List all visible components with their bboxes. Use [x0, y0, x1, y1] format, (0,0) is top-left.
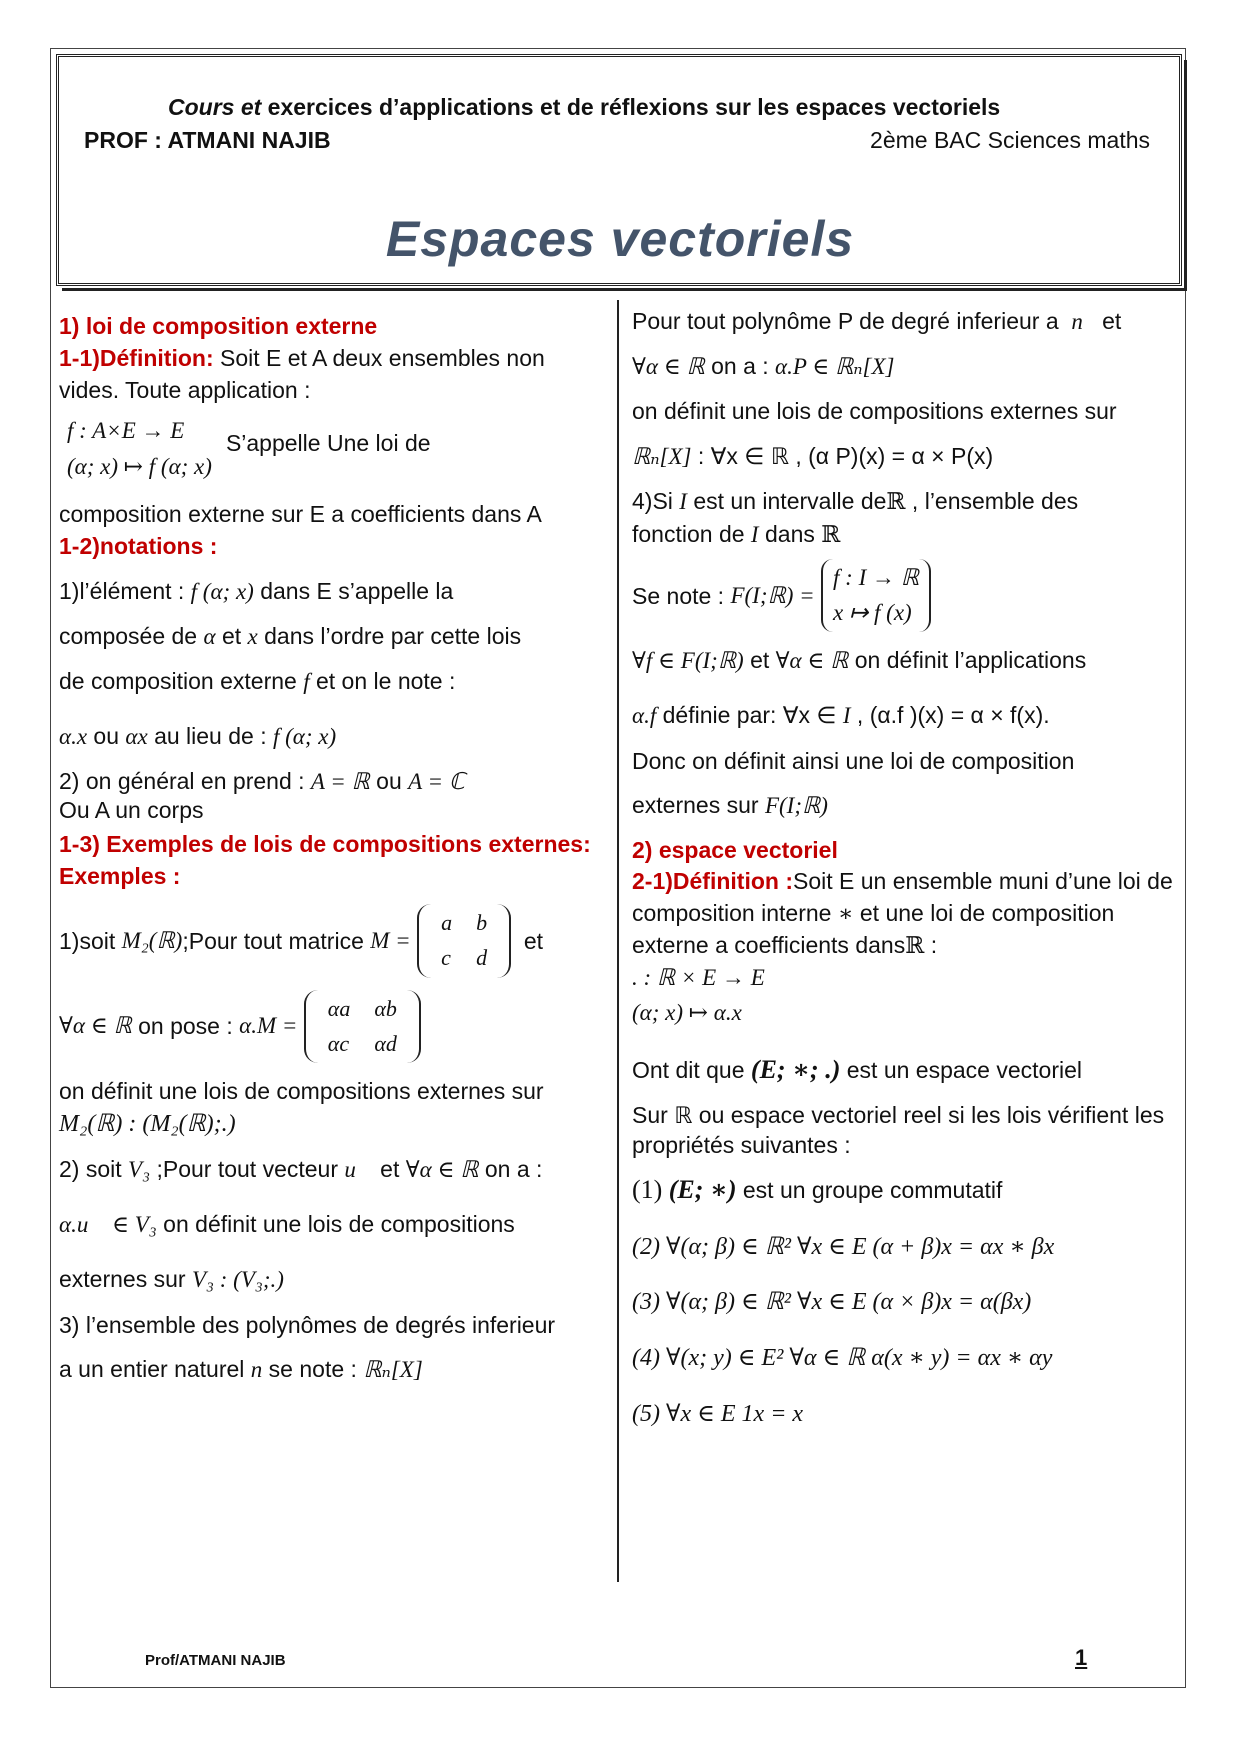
examples-heading: Exemples : — [59, 862, 181, 889]
example-1c: on définit une lois de compositions externes sur — [59, 1078, 544, 1105]
column-divider — [617, 300, 619, 1582]
left-column — [59, 310, 604, 1386]
matrix-alpha-M: αa αb αc αd — [304, 990, 421, 1064]
notation-2b: Ou A un corps — [59, 797, 204, 824]
matrix-M: a b c d — [417, 904, 511, 978]
function-space-line: 4)Si I est un intervalle deℝ , l’ensemble des — [632, 487, 1079, 514]
property-3: (3) ∀(α; β) ∈ ℝ² ∀x ∈ E (α × β)x = α(βx) — [632, 1289, 1032, 1316]
function-space-def: Se note : F(I;ℝ) = f : I → ℝ x ↦ f (x) — [632, 559, 1177, 632]
example-2c: externes sur V₃ : (V₃;.) — [59, 1266, 284, 1293]
poly-line-2: ∀α ∈ ℝ on a : α.P ∈ ℝₙ[X] — [632, 353, 895, 380]
course-subtitle: Cours et exercices d’applications et de réflexions sur les espaces vectoriels — [168, 94, 1001, 120]
section-heading: 2) espace vectoriel — [632, 836, 838, 863]
property-5: (5) ∀x ∈ E 1x = x — [632, 1400, 804, 1427]
section-heading: 1) loi de composition externe — [59, 313, 378, 339]
property-2: (2) ∀(α; β) ∈ ℝ² ∀x ∈ E (α + β)x = αx ∗ βx — [632, 1233, 1055, 1260]
poly-line: Pour tout polynôme P de degré inferieur a n et — [632, 308, 1122, 334]
example-1: 1)soit M₂(ℝ) ;Pour tout matrice M = a b c d et — [59, 904, 604, 978]
section-heading: 1-2)notations : — [59, 533, 218, 560]
external-law-formula: . : ℝ × E → E (α; x) ↦ α.x — [632, 965, 765, 1025]
notation-1: 1)l’élément : f (α; x) dans E s’appelle la — [59, 577, 454, 604]
vector-space-conditions: Sur ℝ ou espace vectoriel reel si les lois vérifient les propriétés suivantes : — [632, 1101, 1165, 1158]
function-op-line: ∀f ∈ F(I;ℝ) et ∀α ∈ ℝ on définit l’applications — [632, 647, 1087, 674]
property-1: (1) (E; ∗) est un groupe commutatif — [632, 1175, 1003, 1205]
definition-paragraph: 1-1)Définition: Soit E et A deux ensembles non vides. Toute application : — [59, 345, 545, 404]
example-3: 3) l’ensemble des polynômes de degrés inferieur — [59, 1311, 556, 1338]
page-number: 1 — [1075, 1645, 1088, 1670]
poly-line-3: on définit une lois de compositions externes sur — [632, 398, 1117, 425]
poly-line-4: ℝₙ[X] : ∀x ∈ ℝ , (α P)(x) = α × P(x) — [632, 442, 994, 469]
example-1b: ∀α ∈ ℝ on pose : α.M = αa αb αc αd — [59, 990, 604, 1064]
vector-space-statement: Ont dit que (E; ∗; .) est un espace vectoriel — [632, 1055, 1083, 1085]
example-2: 2) soit V₃ ;Pour tout vecteur u⃗ et ∀α ∈ ℝ on a : — [59, 1156, 543, 1183]
page-title: Espaces vectoriels — [385, 211, 855, 267]
prof-name: PROF : ATMANI NAJIB — [84, 127, 331, 153]
right-column — [632, 305, 1177, 1431]
notation-2: 2) on général en prend : A = ℝ ou A = ℂ — [59, 768, 465, 795]
notation-1c: de composition externe f et on le note : — [59, 667, 456, 694]
definition-end: composition externe sur E a coefficients dans A — [59, 501, 542, 528]
function-space-line-2: fonction de I dans ℝ — [632, 520, 841, 547]
notation-1d: α.x ou αx au lieu de : f (α; x) — [59, 723, 337, 750]
function-op-line-4: externes sur F(I;ℝ) — [632, 791, 828, 818]
notation-1b: composée de α et x dans l’ordre par cette lois — [59, 622, 522, 649]
vector-space-definition: 2-1)Définition :Soit E un ensemble muni d’une loi de composition interne ∗ et une loi de composition externe a coefficients dansℝ : — [632, 868, 1173, 958]
property-4: (4) ∀(x; y) ∈ E² ∀α ∈ ℝ α(x ∗ y) = αx ∗ αy — [632, 1345, 1053, 1372]
application-block — [59, 413, 604, 487]
section-heading: 1-3) Exemples de lois de compositions externes: — [59, 830, 591, 857]
example-1-space: M₂(ℝ) : (M₂(ℝ);.) — [59, 1110, 236, 1137]
example-2b: α.u⃗ ∈ V₃ on définit une lois de compositions — [59, 1211, 515, 1238]
function-op-line-3: Donc on définit ainsi une loi de composition — [632, 747, 1075, 774]
set-brace: f : I → ℝ x ↦ f (x) — [821, 559, 931, 632]
function-op-line-2: α.f définie par: ∀x ∈ I , (α.f )(x) = α × f(x). — [632, 702, 1050, 729]
application-formula: f : A×E → E (α; x) ↦ f (α; x) — [67, 417, 212, 480]
grade-level: 2ème BAC Sciences maths — [870, 127, 1150, 153]
footer-author: Prof/ATMANI NAJIB — [145, 1652, 286, 1669]
application-label: S’appelle Une loi de — [225, 430, 431, 457]
example-3b: a un entier naturel n se note : ℝₙ[X] — [59, 1355, 423, 1382]
